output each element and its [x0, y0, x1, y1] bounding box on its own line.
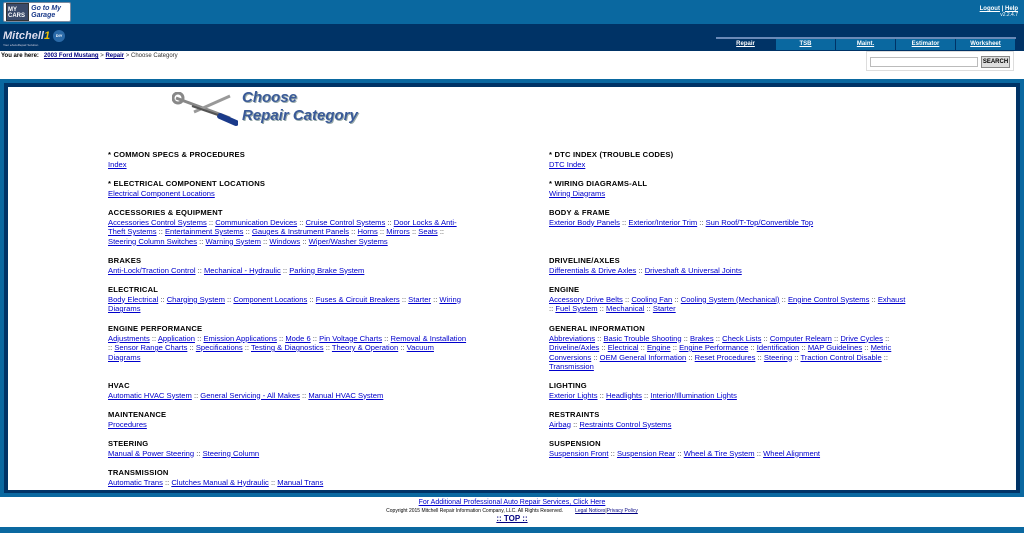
separator: :: [162, 477, 172, 487]
category-link[interactable]: Cooling System (Mechanical) [680, 294, 780, 304]
category-link[interactable]: Sensor Range Charts [114, 343, 188, 352]
category-heading: ELECTRICAL [108, 285, 159, 294]
category-heading: ACCESSORIES & EQUIPMENT [108, 208, 223, 217]
separator: :: [670, 343, 680, 352]
more-services-link[interactable]: For Additional Professional Auto Repair Services, Click Here [418, 499, 606, 506]
category-section [108, 256, 468, 275]
category-heading: * DTC INDEX (TROUBLE CODES) [549, 150, 674, 159]
separator: :: [831, 333, 841, 343]
category-link[interactable]: Brakes [690, 333, 714, 343]
category-section [108, 285, 468, 314]
separator: :: [194, 448, 203, 458]
category-heading: TRANSMISSION [108, 468, 169, 477]
category-link[interactable]: Warning System [205, 236, 261, 246]
category-link[interactable]: Engine Control Systems [787, 294, 870, 304]
category-link[interactable]: Metric Conversions [549, 343, 892, 362]
top-link[interactable]: :: TOP :: [496, 514, 528, 523]
separator: :: [399, 294, 409, 304]
separator: :: [149, 333, 158, 343]
page-title: Choose Repair Category [242, 89, 358, 124]
category-link[interactable]: Sun Roof/T-Top/Convertible Top [705, 217, 814, 227]
main-tabs [716, 37, 1016, 50]
category-link[interactable]: Steering [763, 352, 793, 362]
category-heading: ENGINE PERFORMANCE [108, 324, 203, 333]
category-section [549, 285, 909, 314]
category-link[interactable]: Airbag [549, 419, 571, 429]
go-to-garage-button[interactable] [3, 2, 71, 22]
category-link[interactable]: Wiring Diagrams [549, 188, 606, 198]
tab-maint[interactable]: Maint. [836, 39, 895, 50]
help-link[interactable]: Help [1004, 6, 1018, 12]
separator: :: [307, 294, 316, 304]
separator: :: [748, 343, 757, 352]
category-link[interactable]: Starter [408, 294, 431, 304]
separator: :: [754, 448, 764, 458]
breadcrumb-repair[interactable]: Repair [105, 53, 125, 59]
category-link[interactable]: Exhaust [877, 294, 906, 304]
separator: :: [638, 343, 647, 352]
category-link[interactable]: Component Locations [233, 294, 308, 304]
category-link[interactable]: Anti-Lock/Traction Control [108, 265, 196, 275]
separator: :: [349, 227, 358, 236]
garage-label: Go to My Garage [31, 5, 62, 19]
separator: :: [268, 477, 278, 487]
separator: :: [636, 265, 645, 275]
category-link[interactable]: Starter [652, 304, 676, 313]
separator: :: [869, 294, 878, 304]
separator: :: [206, 217, 216, 227]
category-link[interactable]: Drive Cycles [840, 333, 883, 343]
category-section [549, 179, 909, 198]
separator: :: [761, 333, 770, 343]
separator: :: [158, 294, 167, 304]
separator: :: [297, 217, 306, 227]
separator: :: [595, 333, 604, 343]
footer [0, 497, 1024, 523]
category-section [549, 324, 909, 372]
category-link[interactable]: DTC Index [549, 159, 586, 169]
separator: :: [310, 333, 320, 343]
category-link[interactable]: Wheel Alignment [763, 448, 821, 458]
separator: :: [792, 352, 801, 362]
separator: :: [549, 304, 556, 313]
separator: :: [599, 343, 608, 352]
tagline: Your eAutoRepair Solution [3, 43, 39, 47]
separator: :: [686, 352, 695, 362]
separator: :: [108, 343, 115, 352]
tab-tsb[interactable]: TSB [776, 39, 835, 50]
category-link[interactable]: Adjustments [108, 333, 150, 343]
category-link[interactable]: Identification [756, 343, 800, 352]
category-link[interactable]: Basic Trouble Shooting [603, 333, 682, 343]
category-heading: DRIVELINE/AXLES [549, 256, 620, 265]
category-link[interactable]: Suspension Rear [616, 448, 676, 458]
category-link[interactable]: Theory & Operation [331, 343, 399, 352]
category-link[interactable]: Parking Brake System [289, 265, 365, 275]
category-link[interactable]: Abbreviations [549, 333, 596, 343]
separator: :: [675, 448, 684, 458]
separator: :: [862, 343, 871, 352]
mitchell1-logo [3, 30, 65, 42]
category-link[interactable]: Fuel System [555, 304, 598, 313]
separator: :: [619, 217, 629, 227]
breadcrumb-current: Choose Category [130, 53, 178, 59]
breadcrumb-prefix: You are here: [1, 53, 39, 59]
separator: :: [881, 352, 889, 362]
separator: :: [187, 343, 196, 352]
category-link[interactable]: Application [157, 333, 195, 343]
tab-repair[interactable]: Repair [716, 39, 775, 50]
tools-icon [172, 92, 238, 126]
breadcrumb: You are here: 2003 Ford Mustang > Repair > Choose Category [1, 53, 178, 59]
category-section [549, 150, 909, 169]
category-link[interactable]: Exterior Lights [549, 390, 598, 400]
category-link[interactable]: Index [108, 159, 127, 169]
category-link[interactable]: Mechanical - Hydraulic [203, 265, 281, 275]
category-heading: * COMMON SPECS & PROCEDURES [108, 150, 246, 159]
separator: :: [779, 294, 788, 304]
category-heading: * WIRING DIAGRAMS-ALL [549, 179, 648, 188]
diy-badge: DIY [53, 30, 65, 42]
category-link[interactable]: Wiper/Washer Systems [308, 236, 388, 246]
separator: :: [280, 265, 290, 275]
separator: :: [641, 390, 651, 400]
separator: :: [597, 304, 606, 313]
separator: :: [681, 333, 691, 343]
separator: :: [243, 227, 252, 236]
separator: :: [597, 390, 606, 400]
category-link[interactable]: Clutches Manual & Hydraulic [171, 477, 269, 487]
separator: :: [224, 294, 234, 304]
privacy-policy-link[interactable]: Privacy Policy [606, 508, 638, 514]
category-link[interactable]: Removal & Installation [390, 333, 467, 343]
category-heading: RESTRAINTS [549, 410, 600, 419]
category-section [108, 324, 468, 362]
category-link[interactable]: Driveline/Axles [549, 343, 600, 352]
separator: :: [437, 227, 445, 236]
category-link[interactable]: Driveshaft & Universal Joints [644, 265, 742, 275]
version-label: v2.2.4.7 [1000, 12, 1018, 18]
category-heading: SUSPENSION [549, 439, 601, 448]
category-link[interactable]: Specifications [195, 343, 243, 352]
category-link[interactable]: Body Electrical [108, 294, 159, 304]
category-heading: BODY & FRAME [549, 208, 610, 217]
category-link[interactable]: Differentials & Drive Axles [549, 265, 637, 275]
category-link[interactable]: Manual Trans [277, 477, 324, 487]
separator: :: [644, 304, 653, 313]
category-link[interactable]: Gauges & Instrument Panels [251, 227, 350, 236]
category-link[interactable]: Mode 6 [285, 333, 311, 343]
separator: :: [882, 333, 890, 343]
separator: :: [299, 390, 309, 400]
separator: :: [197, 236, 206, 246]
category-section [108, 179, 468, 198]
category-link[interactable]: Entertainment Systems [164, 227, 244, 236]
category-link[interactable]: Mirrors [386, 227, 410, 236]
search-input[interactable] [870, 57, 978, 67]
category-link[interactable]: Door Locks & Anti-Theft Systems [108, 217, 457, 236]
separator: :: [242, 343, 251, 352]
category-heading: GENERAL INFORMATION [549, 324, 645, 333]
category-link[interactable]: Windows [269, 236, 301, 246]
separator: :: [430, 294, 440, 304]
separator: :: [697, 217, 706, 227]
category-link[interactable]: Cruise Control Systems [305, 217, 386, 227]
category-section [549, 439, 909, 458]
category-heading: HVAC [108, 381, 130, 390]
category-link[interactable]: Exterior Body Panels [549, 217, 620, 227]
category-section [108, 150, 468, 169]
tab-worksheet[interactable]: Worksheet [956, 39, 1015, 50]
tab-estimator[interactable]: Estimator [896, 39, 955, 50]
category-link[interactable]: Steering Column Switches [108, 236, 198, 246]
category-link[interactable]: Headlights [606, 390, 642, 400]
category-link[interactable]: Reset Procedures [694, 352, 756, 362]
category-link[interactable]: Accessory Drive Belts [549, 294, 623, 304]
category-link[interactable]: Automatic Trans [108, 477, 163, 487]
separator: :: [608, 448, 617, 458]
logo-text: Mitchell [3, 30, 44, 42]
separator: :: [622, 294, 632, 304]
category-link[interactable]: Seats [418, 227, 438, 236]
category-link[interactable]: Restraints Control Systems [579, 419, 672, 429]
category-section [108, 208, 468, 246]
category-heading: LIGHTING [549, 381, 587, 390]
separator: :: [409, 227, 419, 236]
category-link[interactable]: Mechanical [606, 304, 645, 313]
separator: :: [377, 227, 387, 236]
category-link[interactable]: General Servicing - All Makes [200, 390, 300, 400]
category-section [549, 208, 909, 227]
logo-one: 1 [43, 30, 51, 42]
category-link[interactable]: Engine Performance [679, 343, 749, 352]
category-link[interactable]: Check Lists [722, 333, 762, 343]
category-link[interactable]: Communication Devices [215, 217, 298, 227]
category-link[interactable]: Electrical Component Locations [108, 188, 215, 198]
separator: :: [276, 333, 286, 343]
category-section [108, 439, 468, 458]
separator: :: [713, 333, 723, 343]
category-section [108, 410, 468, 429]
category-link[interactable]: Electrical [607, 343, 639, 352]
separator: :: [156, 227, 165, 236]
category-link[interactable]: MAP Guidelines [807, 343, 863, 352]
separator: :: [799, 343, 808, 352]
category-link[interactable]: Horns [357, 227, 378, 236]
category-link[interactable]: Steering Column [202, 448, 260, 458]
category-link[interactable]: Pin Voltage Charts [319, 333, 383, 343]
search-box [866, 51, 1014, 71]
separator: :: [755, 352, 764, 362]
category-link[interactable]: Wiring Diagrams [108, 294, 461, 313]
my-cars-plate: MY CARS [6, 3, 29, 21]
separator: :: [323, 343, 332, 352]
category-link[interactable]: Fuses & Circuit Breakers [315, 294, 400, 304]
category-link[interactable]: Charging System [166, 294, 225, 304]
category-heading: BRAKES [108, 256, 142, 265]
search-button[interactable]: SEARCH [981, 56, 1010, 68]
category-link[interactable]: Traction Control Disable [800, 352, 882, 362]
category-heading: * ELECTRICAL COMPONENT LOCATIONS [108, 179, 266, 188]
category-link[interactable]: Engine [646, 343, 671, 352]
category-link[interactable]: Manual HVAC System [308, 390, 384, 400]
logout-link[interactable]: Logout [979, 6, 1000, 12]
breadcrumb-vehicle[interactable]: 2003 Ford Mustang [43, 53, 99, 59]
category-link[interactable]: Suspension Front [549, 448, 609, 458]
top-bar [0, 0, 1024, 24]
category-link[interactable]: Transmission [549, 362, 594, 371]
category-link[interactable]: OEM General Information [599, 352, 687, 362]
separator: :: [385, 217, 394, 227]
category-link[interactable]: Computer Relearn [769, 333, 832, 343]
category-section [108, 381, 468, 400]
separator: :: [570, 419, 580, 429]
separator: :: [300, 236, 309, 246]
category-link[interactable]: Wheel & Tire System [683, 448, 755, 458]
category-heading: STEERING [108, 439, 149, 448]
category-link[interactable]: Automatic HVAC System [108, 390, 192, 400]
category-link[interactable]: Testing & Diagnostics [251, 343, 324, 352]
separator: :: [672, 294, 681, 304]
category-link[interactable]: Procedures [108, 419, 147, 429]
category-link[interactable]: Cooling Fan [631, 294, 673, 304]
separator: :: [194, 333, 204, 343]
category-section [108, 468, 468, 487]
account-links: Logout | Help v2.2.4.7 [979, 6, 1018, 18]
category-section [549, 381, 909, 400]
category-section [549, 256, 909, 275]
separator: :: [382, 333, 391, 343]
legal-notices-link[interactable]: Legal Notices [575, 508, 606, 514]
separator: :: [195, 265, 204, 275]
category-link[interactable]: Emission Applications [203, 333, 277, 343]
separator: :: [591, 352, 600, 362]
category-link[interactable]: Exterior/Interior Trim [628, 217, 698, 227]
bottom-bar [0, 527, 1024, 533]
copyright: Copyright 2015 Mitchell Repair Information Company, LLC. All Rights Reserved. Legal Notices|Privacy Policy [386, 508, 638, 514]
category-link[interactable]: Accessories Control Systems [108, 217, 207, 227]
category-link[interactable]: Interior/Illumination Lights [650, 390, 737, 400]
category-link[interactable]: Manual & Power Steering [108, 448, 195, 458]
separator: :: [398, 343, 407, 352]
category-heading: MAINTENANCE [108, 410, 167, 419]
category-heading: ENGINE [549, 285, 580, 294]
category-section [549, 410, 909, 429]
separator: :: [260, 236, 270, 246]
category-link[interactable]: Vacuum Diagrams [108, 343, 434, 362]
separator: :: [191, 390, 201, 400]
